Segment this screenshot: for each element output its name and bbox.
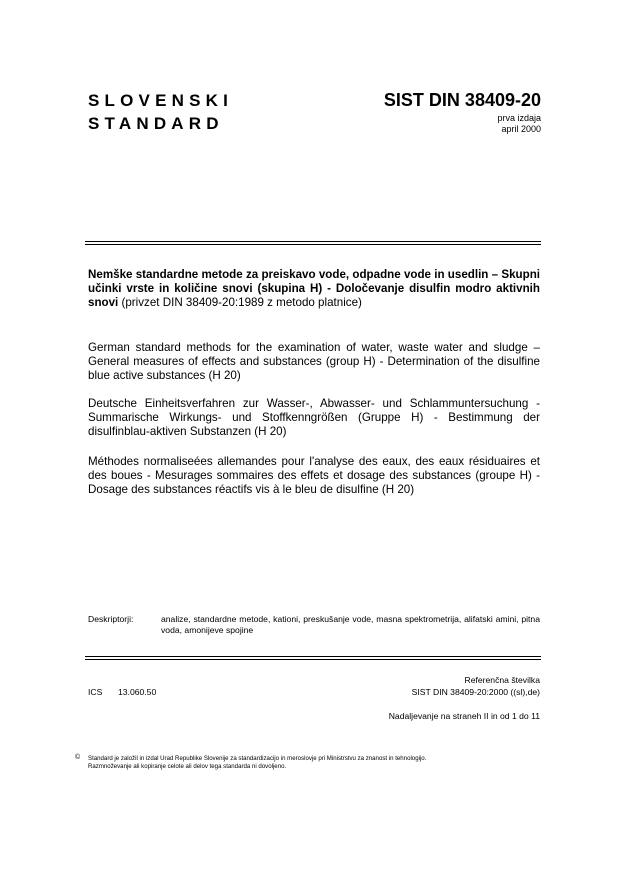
rule-bottom-2 [85,659,541,660]
title-english: German standard methods for the examination of water, waste water and sludge – General measures of effects and substances (group H) - Determination of the disulfine blue active substances (H 20) [88,341,540,382]
footnote-line-2: Razmnoževanje ali kopiranje celote ali delov tega standarda ni dovoljeno. [88,763,287,770]
brand-line-2: STANDARD [88,114,224,133]
descriptors-value: analize, standardne metode, kationi, preskušanje vode, masna spektrometrija, alifatski amini, pitna voda, amonijeve spojine [161,614,540,635]
title-german: Deutsche Einheitsverfahren zur Wasser-, Abwasser- und Schlammuntersuchung - Summarische Wirkungs- und Stoffkenngrößen (Gruppe H) - Bestimmung der disulfinblau-aktiven Substanzen (H 20) [88,397,540,438]
brand-line-1: SLOVENSKI [88,91,234,110]
ics-value: 13.060.50 [118,687,157,697]
descriptors-label: Deskriptorji: [88,614,134,624]
title-french: Méthodes normaliseées allemandes pour l'analyse des eaux, des eaux résiduaires et des boues - Mesurages sommaires des effets et dosage des substances (groupe H) - Dosage des substances réactifs vis à le bleu de disulfine (H 20) [88,455,540,496]
footnote-line-1: Standard je založil in izdal Urad Republike Slovenije za standardizacijo in meroslovje pri Ministrstvu za znanost in tehnologijo. [88,755,427,762]
rule-top-2 [85,244,541,245]
reference-value: SIST DIN 38409-20:2000 ((sl),de) [411,687,540,697]
reference-label: Referenčna številka [464,675,540,685]
copyright-symbol: © [75,754,81,761]
standard-code: SIST DIN 38409-20 [383,90,541,110]
rule-bottom-1 [85,656,541,657]
ics-label: ICS [88,687,103,697]
title-slovenian-note: (privzet DIN 38409-20:1989 z metodo platnice) [118,296,362,309]
edition-label: prva izdaja [497,113,541,123]
publication-date: april 2000 [501,124,541,134]
rule-top-1 [85,241,541,242]
continuation-note: Nadaljevanje na straneh II in od 1 do 11 [388,711,540,721]
title-slovenian-main: Nemške standardne metode za preiskavo vode, odpadne vode in usedlin – Skupni učinki vrste in količine snovi (skupina H) - Določevanje disulfin modro aktivnih snovi [88,268,540,309]
title-slovenian [88,268,540,310]
